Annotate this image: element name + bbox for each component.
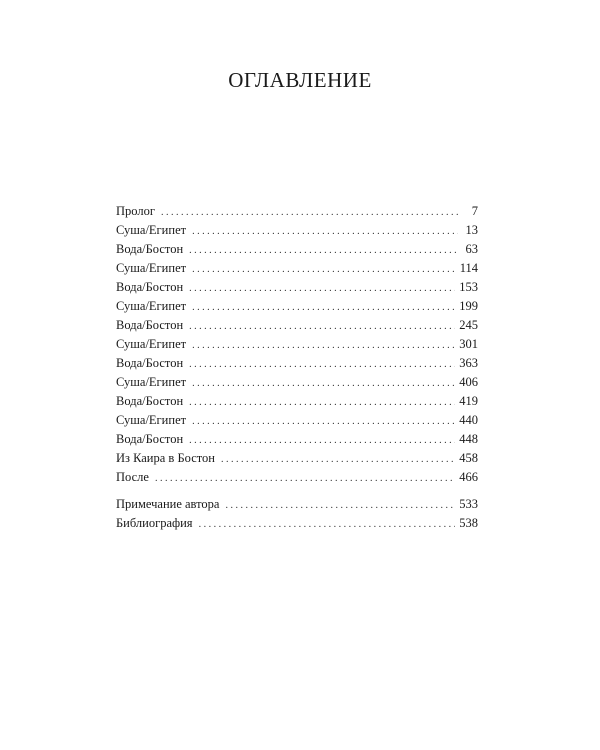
dot-leader — [189, 431, 455, 450]
toc-entry[interactable] — [116, 259, 478, 278]
toc-entry-page: 406 — [459, 375, 478, 389]
toc-entry-page: 363 — [459, 356, 478, 370]
toc-entry[interactable] — [116, 468, 478, 487]
toc-entry-title: Библиография — [116, 516, 193, 530]
dot-leader — [192, 222, 458, 241]
dot-leader — [199, 515, 456, 534]
toc-entry-title: Суша/Египет — [116, 223, 187, 237]
dot-leader — [155, 469, 455, 488]
dot-leader — [221, 450, 455, 469]
toc-entry-title: Суша/Египет — [116, 375, 187, 389]
toc-entry-title: Примечание автора — [116, 497, 220, 511]
toc-entry-page: 419 — [459, 394, 478, 408]
toc-entry-title: Суша/Египет — [116, 261, 187, 275]
toc-entry[interactable] — [116, 430, 478, 449]
toc-entry-page: 63 — [465, 242, 478, 256]
toc-entry-page: 448 — [459, 432, 478, 446]
toc-entry-title: Суша/Египет — [116, 299, 187, 313]
toc-entry-page: 440 — [459, 413, 478, 427]
toc-entry-title: Вода/Бостон — [116, 432, 184, 446]
dot-leader — [226, 496, 456, 515]
dot-leader — [192, 374, 455, 393]
toc-entry-title: Из Каира в Бостон — [116, 451, 215, 465]
toc-entry-title: После — [116, 470, 149, 484]
dot-leader — [192, 260, 456, 279]
toc-entry[interactable] — [116, 514, 478, 533]
toc-entry-title: Вода/Бостон — [116, 394, 184, 408]
toc-entry[interactable] — [116, 392, 478, 411]
toc-entry[interactable] — [116, 411, 478, 430]
dot-leader — [192, 298, 455, 317]
dot-leader — [192, 412, 455, 431]
toc-entry-title: Вода/Бостон — [116, 280, 184, 294]
toc-entry-title: Вода/Бостон — [116, 356, 184, 370]
toc-entry-title: Пролог — [116, 204, 155, 218]
toc-entry-title: Вода/Бостон — [116, 318, 184, 332]
toc-entry-page: 458 — [459, 451, 478, 465]
toc-entry-page: 533 — [459, 497, 478, 511]
toc-entry-page: 538 — [459, 516, 478, 530]
toc-entry-page: 7 — [471, 204, 478, 218]
dot-leader — [189, 241, 458, 260]
toc-entry-page: 153 — [459, 280, 478, 294]
toc-main-list — [116, 202, 478, 487]
dot-leader — [189, 355, 455, 374]
toc-entry[interactable] — [116, 495, 478, 514]
toc-entry-title: Вода/Бостон — [116, 242, 184, 256]
toc-back-matter-list — [116, 495, 478, 533]
toc-entry[interactable] — [116, 316, 478, 335]
toc-entry[interactable] — [116, 297, 478, 316]
dot-leader — [189, 279, 455, 298]
dot-leader — [189, 317, 455, 336]
toc-entry[interactable] — [116, 335, 478, 354]
page-title: ОГЛАВЛЕНИЕ — [228, 68, 372, 92]
toc-entry-title: Суша/Египет — [116, 337, 187, 351]
toc-entry-page: 301 — [459, 337, 478, 351]
toc-entry[interactable] — [116, 354, 478, 373]
toc-entry[interactable] — [116, 449, 478, 468]
toc-entry[interactable] — [116, 240, 478, 259]
dot-leader — [161, 203, 458, 222]
toc-entry[interactable] — [116, 202, 478, 221]
toc-entry[interactable] — [116, 221, 478, 240]
toc-entry-page: 13 — [465, 223, 478, 237]
toc-entry[interactable] — [116, 278, 478, 297]
toc-entry[interactable] — [116, 373, 478, 392]
toc-entry-page: 114 — [459, 261, 478, 275]
toc-entry-title: Суша/Египет — [116, 413, 187, 427]
dot-leader — [189, 393, 455, 412]
dot-leader — [192, 336, 455, 355]
toc-entry-page: 199 — [459, 299, 478, 313]
toc-entry-page: 245 — [459, 318, 478, 332]
toc-entry-page: 466 — [459, 470, 478, 484]
